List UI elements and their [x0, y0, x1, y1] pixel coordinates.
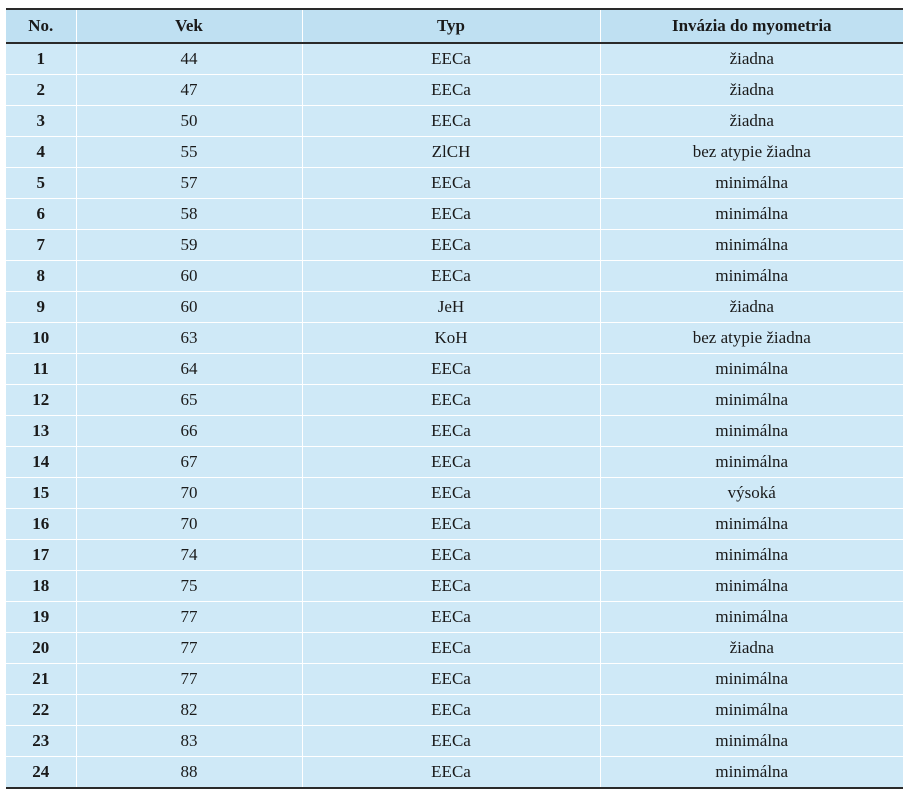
- table-row: [6, 199, 903, 230]
- cell-invazia: žiadna: [600, 633, 903, 664]
- table-row: [6, 137, 903, 168]
- cell-typ: EECa: [302, 106, 600, 137]
- table-row: [6, 416, 903, 447]
- cell-invazia: minimálna: [600, 261, 903, 292]
- cell-no: 12: [6, 385, 76, 416]
- cell-invazia: minimálna: [600, 571, 903, 602]
- table-row: [6, 354, 903, 385]
- cell-invazia: minimálna: [600, 354, 903, 385]
- cell-vek: 58: [76, 199, 302, 230]
- cell-no: 14: [6, 447, 76, 478]
- cell-invazia: žiadna: [600, 43, 903, 75]
- cell-no: 7: [6, 230, 76, 261]
- cell-invazia: žiadna: [600, 106, 903, 137]
- cell-vek: 60: [76, 292, 302, 323]
- table-header: [6, 9, 903, 43]
- cell-no: 1: [6, 43, 76, 75]
- cell-vek: 55: [76, 137, 302, 168]
- cell-vek: 47: [76, 75, 302, 106]
- cell-invazia: minimálna: [600, 199, 903, 230]
- table-row: [6, 757, 903, 789]
- cell-invazia: minimálna: [600, 509, 903, 540]
- table-row: [6, 540, 903, 571]
- cell-vek: 82: [76, 695, 302, 726]
- cell-vek: 74: [76, 540, 302, 571]
- cell-no: 18: [6, 571, 76, 602]
- cell-typ: EECa: [302, 416, 600, 447]
- cell-vek: 60: [76, 261, 302, 292]
- table-row: [6, 75, 903, 106]
- cell-invazia: minimálna: [600, 695, 903, 726]
- cell-invazia: bez atypie žiadna: [600, 323, 903, 354]
- cell-typ: EECa: [302, 447, 600, 478]
- cell-no: 13: [6, 416, 76, 447]
- table-row: [6, 168, 903, 199]
- cell-vek: 70: [76, 478, 302, 509]
- cell-typ: EECa: [302, 199, 600, 230]
- cell-invazia: minimálna: [600, 540, 903, 571]
- table-row: [6, 261, 903, 292]
- cell-typ: EECa: [302, 230, 600, 261]
- cell-typ: EECa: [302, 540, 600, 571]
- cell-typ: EECa: [302, 602, 600, 633]
- cell-no: 2: [6, 75, 76, 106]
- cell-no: 15: [6, 478, 76, 509]
- cell-typ: JeH: [302, 292, 600, 323]
- cell-vek: 77: [76, 664, 302, 695]
- cell-vek: 77: [76, 602, 302, 633]
- cell-invazia: minimálna: [600, 168, 903, 199]
- cell-typ: EECa: [302, 75, 600, 106]
- cell-typ: EECa: [302, 261, 600, 292]
- table-row: [6, 633, 903, 664]
- cell-vek: 67: [76, 447, 302, 478]
- cell-no: 10: [6, 323, 76, 354]
- table-row: [6, 292, 903, 323]
- cell-no: 20: [6, 633, 76, 664]
- cell-typ: EECa: [302, 726, 600, 757]
- header-no: No.: [6, 9, 76, 43]
- table-row: [6, 726, 903, 757]
- cell-vek: 63: [76, 323, 302, 354]
- cell-invazia: minimálna: [600, 416, 903, 447]
- cell-typ: EECa: [302, 757, 600, 789]
- cell-invazia: bez atypie žiadna: [600, 137, 903, 168]
- cell-no: 21: [6, 664, 76, 695]
- table-row: [6, 447, 903, 478]
- table-row: [6, 695, 903, 726]
- table-row: [6, 509, 903, 540]
- cell-no: 22: [6, 695, 76, 726]
- table-row: [6, 385, 903, 416]
- cell-vek: 66: [76, 416, 302, 447]
- cell-typ: EECa: [302, 571, 600, 602]
- header-invazia: Invázia do myometria: [600, 9, 903, 43]
- cell-typ: EECa: [302, 633, 600, 664]
- cell-no: 5: [6, 168, 76, 199]
- cell-no: 23: [6, 726, 76, 757]
- cell-invazia: žiadna: [600, 75, 903, 106]
- cell-typ: EECa: [302, 354, 600, 385]
- table-container: [6, 8, 903, 789]
- table-row: [6, 106, 903, 137]
- cell-vek: 57: [76, 168, 302, 199]
- cell-invazia: minimálna: [600, 602, 903, 633]
- cell-vek: 83: [76, 726, 302, 757]
- header-typ: Typ: [302, 9, 600, 43]
- table-row: [6, 478, 903, 509]
- cell-typ: EECa: [302, 478, 600, 509]
- table-row: [6, 43, 903, 75]
- cell-vek: 65: [76, 385, 302, 416]
- cell-typ: EECa: [302, 509, 600, 540]
- cell-invazia: minimálna: [600, 447, 903, 478]
- cell-vek: 88: [76, 757, 302, 789]
- cell-no: 19: [6, 602, 76, 633]
- cell-invazia: minimálna: [600, 230, 903, 261]
- cell-typ: EECa: [302, 43, 600, 75]
- header-vek: Vek: [76, 9, 302, 43]
- cell-no: 9: [6, 292, 76, 323]
- cell-no: 16: [6, 509, 76, 540]
- cell-typ: EECa: [302, 664, 600, 695]
- cell-vek: 50: [76, 106, 302, 137]
- cell-invazia: žiadna: [600, 292, 903, 323]
- cell-typ: KoH: [302, 323, 600, 354]
- table-row: [6, 230, 903, 261]
- cell-typ: EECa: [302, 695, 600, 726]
- cell-vek: 75: [76, 571, 302, 602]
- table-row: [6, 571, 903, 602]
- cell-no: 3: [6, 106, 76, 137]
- cell-invazia: minimálna: [600, 757, 903, 789]
- cell-no: 6: [6, 199, 76, 230]
- cell-typ: ZlCH: [302, 137, 600, 168]
- cell-no: 4: [6, 137, 76, 168]
- cell-typ: EECa: [302, 168, 600, 199]
- cell-no: 17: [6, 540, 76, 571]
- cell-no: 24: [6, 757, 76, 789]
- cell-no: 11: [6, 354, 76, 385]
- cell-no: 8: [6, 261, 76, 292]
- cell-invazia: minimálna: [600, 385, 903, 416]
- cell-invazia: výsoká: [600, 478, 903, 509]
- cell-vek: 77: [76, 633, 302, 664]
- cell-invazia: minimálna: [600, 726, 903, 757]
- table-row: [6, 664, 903, 695]
- cell-vek: 44: [76, 43, 302, 75]
- table-row: [6, 602, 903, 633]
- cell-vek: 59: [76, 230, 302, 261]
- table-row: [6, 323, 903, 354]
- header-row: [6, 9, 903, 43]
- table-body: [6, 43, 903, 788]
- patients-table: [6, 8, 903, 789]
- cell-typ: EECa: [302, 385, 600, 416]
- cell-invazia: minimálna: [600, 664, 903, 695]
- cell-vek: 64: [76, 354, 302, 385]
- cell-vek: 70: [76, 509, 302, 540]
